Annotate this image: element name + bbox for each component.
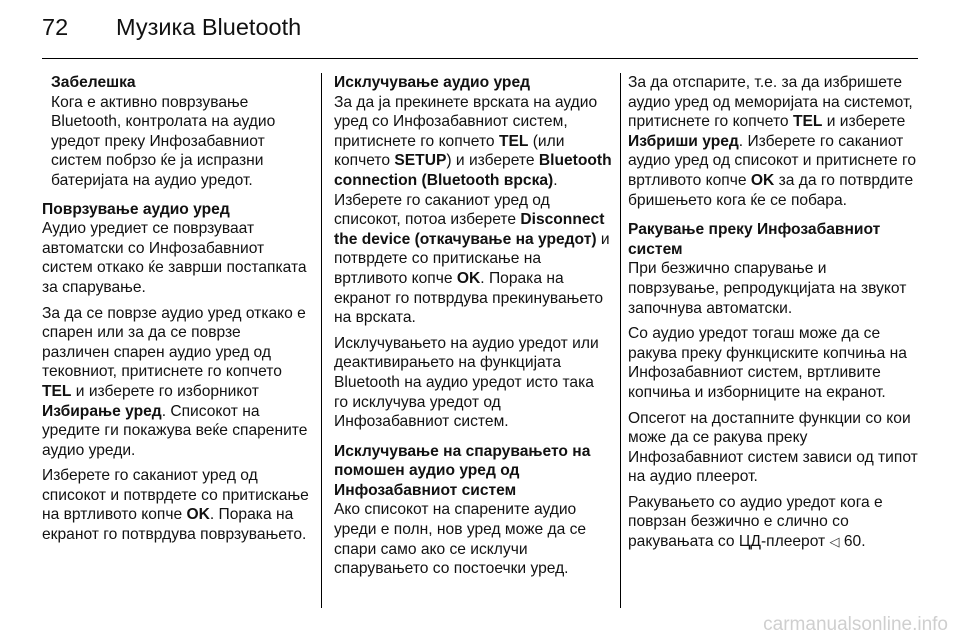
paragraph: Ракувањето со аудио уредот кога е поврзан безжично е слично со ракувањата со ЦД-плеерот ◁ 60. [628, 493, 883, 551]
page-header [42, 14, 301, 41]
section-heading: Исклучување аудио уред [334, 74, 531, 91]
paragraph: За да отспарите, т.е. за да избришете аудио уред од меморијата на системот, притиснете го копчето TEL и изберете Избриши уред. Изберете го саканиот аудио уред од списокот и притиснете го вртливото копче OK за да го потврдите бришењето кога ќе се побара. [628, 74, 917, 209]
paragraph: За да се поврзе аудио уред откако е спарен или за да се поврзе различен спарен аудио уред од тековниот, притиснете го копчето TEL и изберете го изборникот Избирање уред. Списокот на уредите ги покажува веќе спарените аудио уреди. [42, 304, 308, 459]
section-heading: Исклучување на спарувањето на помошен аудио уред од Инфозабавниот систем [334, 442, 591, 499]
note-text: Кога е активно поврзување Bluetooth, контролата на аудио уредот преку Инфозабавниот систем побрзо ќе ја испразни батеријата на аудио уредот. [51, 93, 276, 189]
paragraph: Исклучувањето на аудио уредот или деактивирањето на функцијата Bluetooth на аудио уредот исто така го исклучува уредот од Инфозабавниот систем. [334, 334, 599, 431]
page-number: 72 [42, 14, 69, 40]
note-box [42, 73, 310, 191]
page-reference-arrow-icon: ◁ [829, 534, 840, 550]
column-1 [42, 73, 310, 551]
section-heading: Поврзување аудио уред [42, 200, 230, 218]
watermark: carmanualsonline.info [763, 614, 948, 635]
paragraph: Изберете го саканиот уред од списокот и потврдете со притискање на вртливото копче OK. Порака на екранот го потврдува поврзувањето. [42, 467, 309, 544]
column-divider [321, 73, 322, 608]
section-heading: Ракување преку Инфозабавниот систем [628, 221, 881, 258]
column-2 [334, 73, 612, 585]
column-3 [628, 73, 920, 558]
paragraph: При безжично спарување и поврзување, репродукцијата на звукот започнува автоматски. [628, 260, 907, 317]
page-title: Музика Bluetooth [116, 14, 302, 40]
paragraph: Опсегот на достапните функции со кои може да се ракува преку Инфозабавниот систем зависи од типот на аудио плеерот. [628, 409, 918, 486]
column-divider [620, 73, 621, 608]
note-title: Забелешка [51, 74, 136, 91]
paragraph: Со аудио уредот тогаш може да се ракува преку функциските копчиња на Инфозабавниот систем, вртливите копчиња и изборниците на екранот. [628, 325, 907, 401]
paragraph: Аудио уредиет се поврзуваат автоматски со Инфозабавниот систем откако ќе заврши постапката за спарување. [42, 220, 307, 296]
paragraph: Ако списокот на спарените аудио уреди е полн, нов уред може да се спари само ако се исклучи спарувањето со постоечки уред. [334, 501, 587, 578]
paragraph: За да ја прекинете врската на аудио уред со Инфозабавниот систем, притиснете го копчето TEL (или копчето SETUP) и изберете Bluetooth connection (Bluetooth врска). Изберете го саканиот уред од списокот, потоа изберете Disconnect the device (откачување на уредот) и потврдете со притискање на вртливото копче OK. Порака на екранот го потврдува прекинувањето на врската. [334, 93, 612, 327]
header-rule [42, 58, 918, 59]
